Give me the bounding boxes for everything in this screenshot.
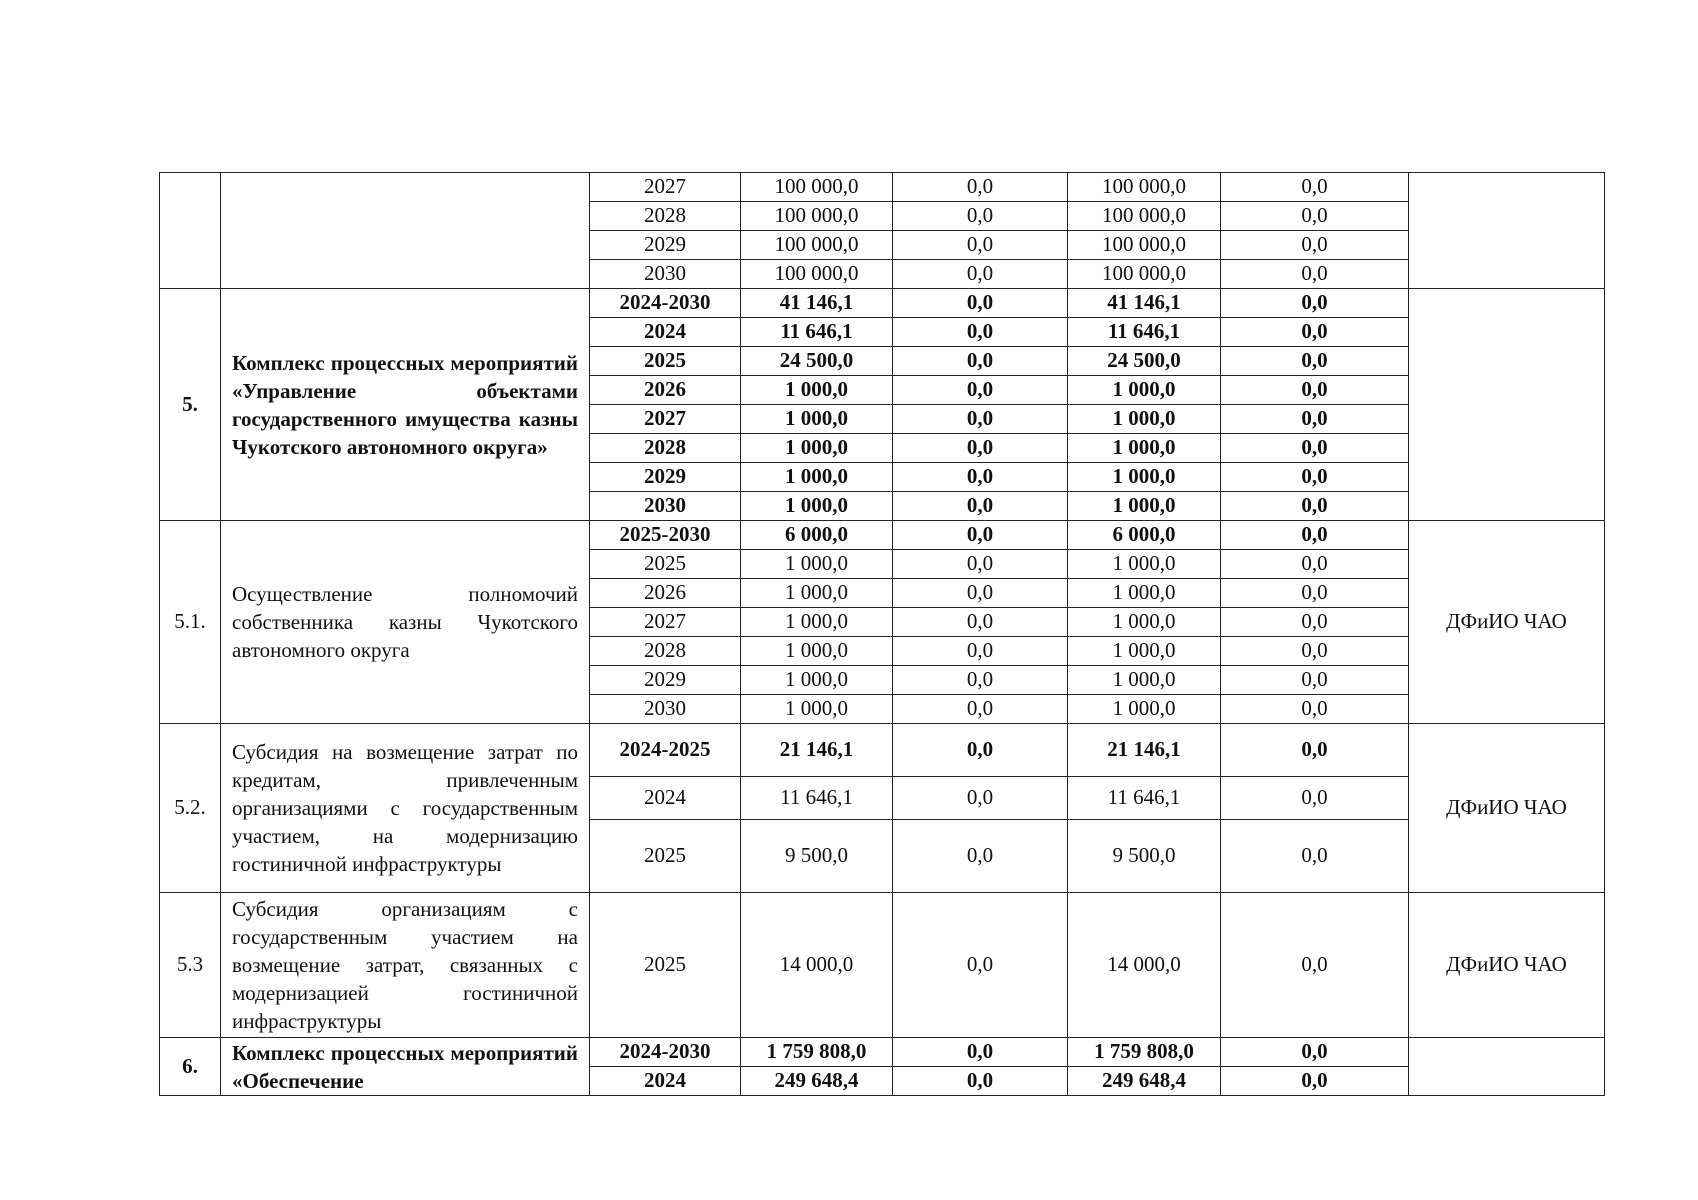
executor-cell: ДФиИО ЧАО xyxy=(1409,521,1605,724)
federal-budget-cell: 0,0 xyxy=(893,695,1068,724)
other-sources-cell: 0,0 xyxy=(1221,608,1409,637)
other-sources-cell: 0,0 xyxy=(1221,550,1409,579)
other-sources-cell: 0,0 xyxy=(1221,289,1409,318)
table-row xyxy=(160,173,1605,202)
regional-budget-cell: 1 000,0 xyxy=(1068,666,1221,695)
federal-budget-cell: 0,0 xyxy=(893,463,1068,492)
federal-budget-cell: 0,0 xyxy=(893,405,1068,434)
row-number-cell: 5.1. xyxy=(160,521,221,724)
table-row xyxy=(160,521,1605,550)
other-sources-cell: 0,0 xyxy=(1221,777,1409,820)
regional-budget-cell: 1 000,0 xyxy=(1068,695,1221,724)
federal-budget-cell: 0,0 xyxy=(893,376,1068,405)
year-cell: 2029 xyxy=(590,231,741,260)
total-cell: 100 000,0 xyxy=(741,173,893,202)
activity-name-cell: Комплекс процессных мероприятий «Управление объектами государственного имущества казны Чукотского автономного округа» xyxy=(221,289,590,521)
other-sources-cell: 0,0 xyxy=(1221,434,1409,463)
total-cell: 1 000,0 xyxy=(741,666,893,695)
regional-budget-cell: 41 146,1 xyxy=(1068,289,1221,318)
other-sources-cell: 0,0 xyxy=(1221,202,1409,231)
other-sources-cell: 0,0 xyxy=(1221,724,1409,777)
federal-budget-cell: 0,0 xyxy=(893,289,1068,318)
regional-budget-cell: 100 000,0 xyxy=(1068,260,1221,289)
total-cell: 100 000,0 xyxy=(741,231,893,260)
total-cell: 14 000,0 xyxy=(741,893,893,1038)
total-cell: 100 000,0 xyxy=(741,260,893,289)
table-row xyxy=(160,289,1605,318)
year-cell: 2024-2030 xyxy=(590,1038,741,1067)
row-number-cell: 5.2. xyxy=(160,724,221,893)
year-cell: 2030 xyxy=(590,492,741,521)
activity-name-cell: Комплекс процессных мероприятий «Обеспечение xyxy=(221,1038,590,1096)
row-number-cell xyxy=(160,173,221,289)
year-cell: 2028 xyxy=(590,637,741,666)
total-cell: 9 500,0 xyxy=(741,820,893,893)
federal-budget-cell: 0,0 xyxy=(893,260,1068,289)
year-cell: 2024-2030 xyxy=(590,289,741,318)
other-sources-cell: 0,0 xyxy=(1221,260,1409,289)
other-sources-cell: 0,0 xyxy=(1221,405,1409,434)
other-sources-cell: 0,0 xyxy=(1221,318,1409,347)
other-sources-cell: 0,0 xyxy=(1221,231,1409,260)
other-sources-cell: 0,0 xyxy=(1221,376,1409,405)
federal-budget-cell: 0,0 xyxy=(893,820,1068,893)
regional-budget-cell: 1 000,0 xyxy=(1068,637,1221,666)
total-cell: 21 146,1 xyxy=(741,724,893,777)
year-cell: 2025 xyxy=(590,347,741,376)
regional-budget-cell: 1 000,0 xyxy=(1068,463,1221,492)
federal-budget-cell: 0,0 xyxy=(893,521,1068,550)
total-cell: 41 146,1 xyxy=(741,289,893,318)
table-row xyxy=(160,1038,1605,1067)
federal-budget-cell: 0,0 xyxy=(893,1067,1068,1096)
table-row xyxy=(160,724,1605,777)
other-sources-cell: 0,0 xyxy=(1221,347,1409,376)
year-cell: 2027 xyxy=(590,608,741,637)
other-sources-cell: 0,0 xyxy=(1221,695,1409,724)
other-sources-cell: 0,0 xyxy=(1221,637,1409,666)
year-cell: 2024 xyxy=(590,777,741,820)
federal-budget-cell: 0,0 xyxy=(893,666,1068,695)
total-cell: 11 646,1 xyxy=(741,777,893,820)
executor-cell xyxy=(1409,173,1605,289)
year-cell: 2025 xyxy=(590,550,741,579)
row-number-cell: 5.3 xyxy=(160,893,221,1038)
regional-budget-cell: 14 000,0 xyxy=(1068,893,1221,1038)
year-cell: 2027 xyxy=(590,173,741,202)
activity-name-cell: Субсидия на возмещение затрат по кредитам, привлеченным организациями с государственным участием, на модернизацию гостиничной инфраструктуры xyxy=(221,724,590,893)
regional-budget-cell: 1 000,0 xyxy=(1068,608,1221,637)
year-cell: 2026 xyxy=(590,376,741,405)
regional-budget-cell: 1 000,0 xyxy=(1068,405,1221,434)
year-cell: 2025-2030 xyxy=(590,521,741,550)
regional-budget-cell: 6 000,0 xyxy=(1068,521,1221,550)
regional-budget-cell: 1 759 808,0 xyxy=(1068,1038,1221,1067)
federal-budget-cell: 0,0 xyxy=(893,231,1068,260)
year-cell: 2030 xyxy=(590,260,741,289)
year-cell: 2029 xyxy=(590,666,741,695)
other-sources-cell: 0,0 xyxy=(1221,666,1409,695)
activity-name-cell: Осуществление полномочий собственника казны Чукотского автономного округа xyxy=(221,521,590,724)
other-sources-cell: 0,0 xyxy=(1221,820,1409,893)
regional-budget-cell: 1 000,0 xyxy=(1068,550,1221,579)
year-cell: 2030 xyxy=(590,695,741,724)
year-cell: 2027 xyxy=(590,405,741,434)
total-cell: 100 000,0 xyxy=(741,202,893,231)
regional-budget-cell: 21 146,1 xyxy=(1068,724,1221,777)
activity-name-cell: Субсидия организациям с государственным участием на возмещение затрат, связанных с модернизацией гостиничной инфраструктуры xyxy=(221,893,590,1038)
year-cell: 2028 xyxy=(590,202,741,231)
regional-budget-cell: 11 646,1 xyxy=(1068,318,1221,347)
regional-budget-cell: 1 000,0 xyxy=(1068,376,1221,405)
total-cell: 1 000,0 xyxy=(741,463,893,492)
other-sources-cell: 0,0 xyxy=(1221,579,1409,608)
federal-budget-cell: 0,0 xyxy=(893,550,1068,579)
federal-budget-cell: 0,0 xyxy=(893,637,1068,666)
executor-cell: ДФиИО ЧАО xyxy=(1409,893,1605,1038)
regional-budget-cell: 1 000,0 xyxy=(1068,492,1221,521)
year-cell: 2024 xyxy=(590,1067,741,1096)
executor-cell xyxy=(1409,289,1605,521)
regional-budget-cell: 100 000,0 xyxy=(1068,202,1221,231)
total-cell: 1 000,0 xyxy=(741,434,893,463)
total-cell: 1 000,0 xyxy=(741,492,893,521)
other-sources-cell: 0,0 xyxy=(1221,521,1409,550)
total-cell: 1 759 808,0 xyxy=(741,1038,893,1067)
year-cell: 2026 xyxy=(590,579,741,608)
federal-budget-cell: 0,0 xyxy=(893,492,1068,521)
federal-budget-cell: 0,0 xyxy=(893,777,1068,820)
federal-budget-cell: 0,0 xyxy=(893,173,1068,202)
total-cell: 1 000,0 xyxy=(741,405,893,434)
regional-budget-cell: 1 000,0 xyxy=(1068,434,1221,463)
other-sources-cell: 0,0 xyxy=(1221,173,1409,202)
total-cell: 24 500,0 xyxy=(741,347,893,376)
federal-budget-cell: 0,0 xyxy=(893,579,1068,608)
regional-budget-cell: 100 000,0 xyxy=(1068,173,1221,202)
other-sources-cell: 0,0 xyxy=(1221,463,1409,492)
total-cell: 1 000,0 xyxy=(741,550,893,579)
federal-budget-cell: 0,0 xyxy=(893,347,1068,376)
total-cell: 1 000,0 xyxy=(741,608,893,637)
total-cell: 6 000,0 xyxy=(741,521,893,550)
year-cell: 2024-2025 xyxy=(590,724,741,777)
total-cell: 249 648,4 xyxy=(741,1067,893,1096)
regional-budget-cell: 11 646,1 xyxy=(1068,777,1221,820)
federal-budget-cell: 0,0 xyxy=(893,608,1068,637)
federal-budget-cell: 0,0 xyxy=(893,434,1068,463)
budget-table xyxy=(159,172,1605,1096)
year-cell: 2028 xyxy=(590,434,741,463)
row-number-cell: 5. xyxy=(160,289,221,521)
row-number-cell: 6. xyxy=(160,1038,221,1096)
regional-budget-cell: 9 500,0 xyxy=(1068,820,1221,893)
activity-name-cell xyxy=(221,173,590,289)
total-cell: 11 646,1 xyxy=(741,318,893,347)
table-row xyxy=(160,893,1605,1038)
federal-budget-cell: 0,0 xyxy=(893,893,1068,1038)
federal-budget-cell: 0,0 xyxy=(893,202,1068,231)
regional-budget-cell: 1 000,0 xyxy=(1068,579,1221,608)
regional-budget-cell: 249 648,4 xyxy=(1068,1067,1221,1096)
year-cell: 2025 xyxy=(590,893,741,1038)
federal-budget-cell: 0,0 xyxy=(893,1038,1068,1067)
year-cell: 2029 xyxy=(590,463,741,492)
federal-budget-cell: 0,0 xyxy=(893,318,1068,347)
total-cell: 1 000,0 xyxy=(741,637,893,666)
other-sources-cell: 0,0 xyxy=(1221,492,1409,521)
regional-budget-cell: 24 500,0 xyxy=(1068,347,1221,376)
year-cell: 2024 xyxy=(590,318,741,347)
federal-budget-cell: 0,0 xyxy=(893,724,1068,777)
other-sources-cell: 0,0 xyxy=(1221,1038,1409,1067)
regional-budget-cell: 100 000,0 xyxy=(1068,231,1221,260)
total-cell: 1 000,0 xyxy=(741,695,893,724)
executor-cell: ДФиИО ЧАО xyxy=(1409,724,1605,893)
other-sources-cell: 0,0 xyxy=(1221,1067,1409,1096)
total-cell: 1 000,0 xyxy=(741,579,893,608)
executor-cell xyxy=(1409,1038,1605,1096)
year-cell: 2025 xyxy=(590,820,741,893)
other-sources-cell: 0,0 xyxy=(1221,893,1409,1038)
total-cell: 1 000,0 xyxy=(741,376,893,405)
